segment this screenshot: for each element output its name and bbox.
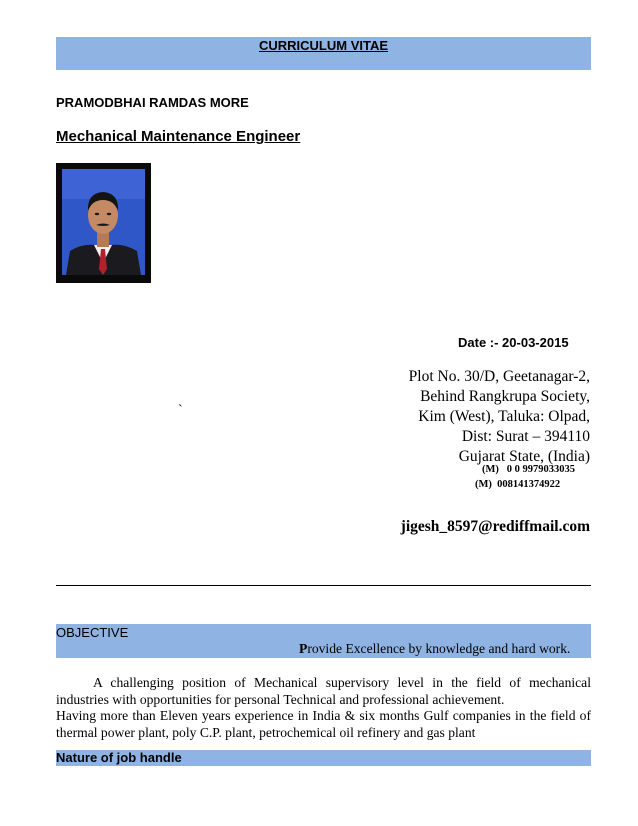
motto-rest: rovide Excellence by knowledge and hard work. [307,641,571,656]
address-line-3: Kim (West), Taluka: Olpad, [418,408,590,425]
person-name: PRAMODBHAI RAMDAS MORE [56,95,249,110]
job-section-heading: Nature of job handle [56,750,182,765]
objective-paragraph-1: A challenging position of Mechanical supervisory level in the field of mechanical industries with opportunities for personal Technical and professional achievement. [56,675,591,707]
horizontal-divider [56,585,591,586]
phone-2: (M) 008141374922 [475,479,561,490]
objective-motto [299,641,570,656]
address-line-5: Gujarat State, (India) [458,448,590,465]
address-line-1: Plot No. 30/D, Geetanagar-2, [408,368,590,385]
date-line: Date :- 20-03-2015 [458,335,569,350]
page-title: CURRICULUM VITAE [258,38,389,53]
stray-mark: ` [178,403,183,418]
phone-1: (M) 0 0 9979033035 [482,464,576,475]
portrait-image [56,163,151,283]
address-line-4: Dist: Surat – 394110 [461,428,590,445]
person-role: Mechanical Maintenance Engineer [56,128,301,145]
objective-heading: OBJECTIVE [56,625,129,640]
address-block [330,367,590,467]
email-address[interactable]: jigesh_8597@rediffmail.com [400,518,590,535]
profile-photo [56,163,151,283]
address-line-2: Behind Rangkrupa Society, [420,388,590,405]
objective-paragraph-2: Having more than Eleven years experience in India & six months Gulf companies in the field of thermal power plant, poly C.P. plant, petrochemical oil refinery and gas plant [56,708,591,740]
motto-first-letter: P [299,641,308,656]
